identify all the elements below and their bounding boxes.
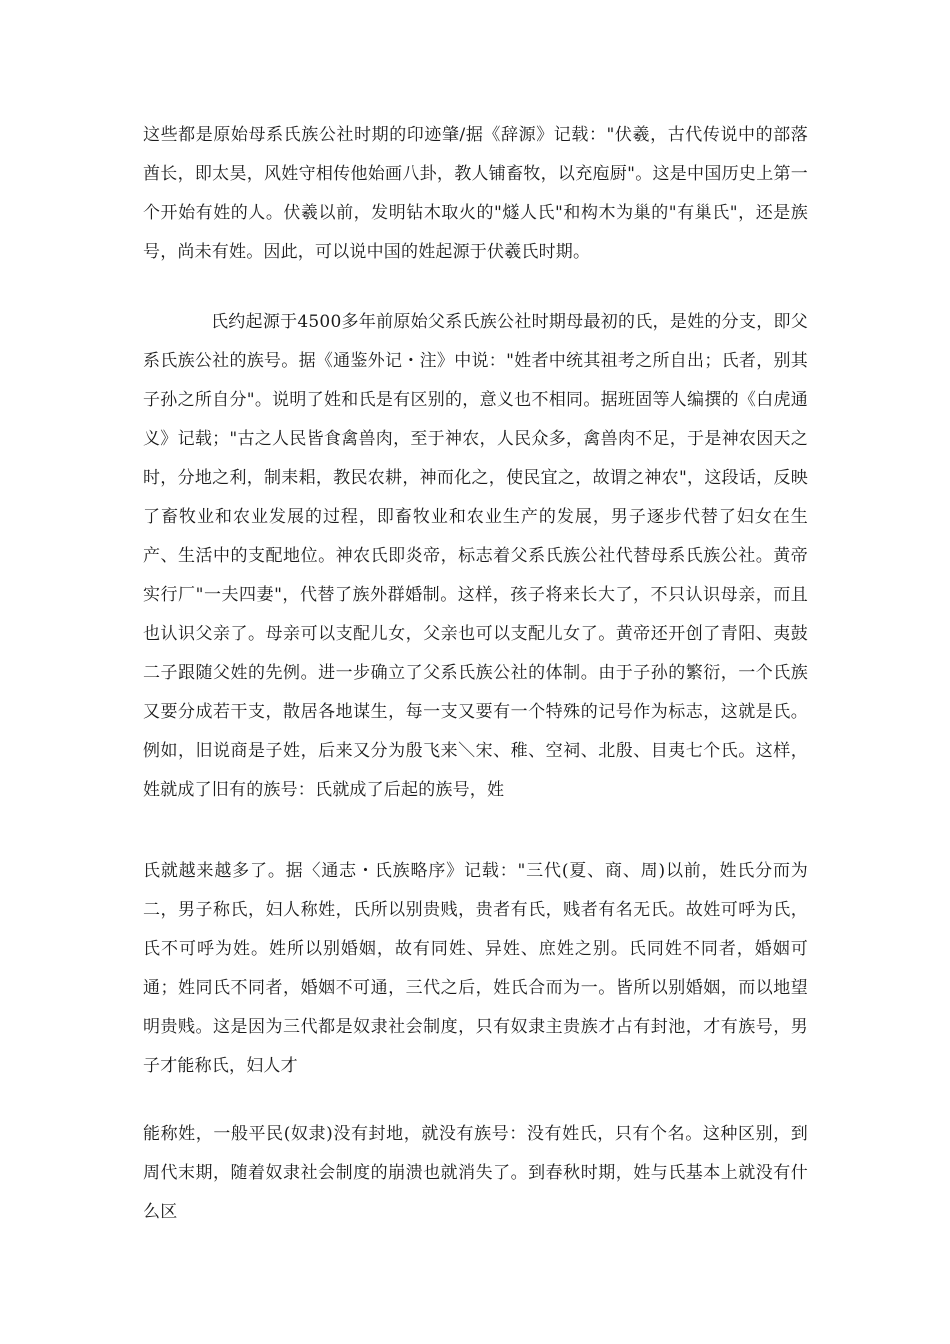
paragraph-commoners: 能称姓，一般平民(奴隶)没有封地，就没有族号：没有姓氏，只有个名。这种区别，到周代末期，随着奴隶社会制度的崩溃也就消失了。到春秋时期，姓与氏基本上就没有什么区	[143, 1124, 808, 1222]
paragraph-three-dynasties: 氏就越来越多了。据〈通志・氏族略序》记载："三代(夏、商、周)以前，姓氏分而为二，男子称氏，妇人称姓，氏所以别贵贱，贵者有氏，贱者有名无氏。故姓可呼为氏，氏不可呼为姓。姓所以别婚姻，故有同姓、异姓、庶姓之别。氏同姓不同者，婚姻可通；姓同氏不同者，婚姻不可通，三代之后，姓氏合而为一。皆所以别婚姻，而以地望明贵贱。这是因为三代都是奴隶社会制度，只有奴隶主贵族才占有封池，才有族号，男子才能称氏，妇人才	[143, 861, 808, 1076]
paragraph-origin-of-surname: 这些都是原始母系氏族公社时期的印迹肇/据《辞源》记载："伏羲，古代传说中的部落酋长，即太昊，风姓守相传他始画八卦，教人铺畜牧，以充庖厨"。这是中国历史上第一个开始有姓的人。伏羲以前，发明钻木取火的"燧人氏"和构木为巢的"有巢氏"，还是族号，尚未有姓。因此，可以说中国的姓起源于伏羲氏时期。	[143, 125, 808, 262]
paragraph-origin-of-clan-name: 氏约起源于4500多年前原始父系氏族公社时期母最初的氏，是姓的分支，即父系氏族公社的族号。据《通鉴外记・注》中说："姓者中统其祖考之所自出；氏者，别其子孙之所自分"。说明了姓和氏是有区别的，意义也不相同。据班固等人编撰的《白虎通义》记载；"古之人民皆食禽兽肉，至于神农，人民众多，禽兽肉不足，于是神农因天之时，分地之利，制耒耜，教民农耕，神而化之，使民宜之，故谓之神农"，这段话，反映了畜牧业和农业发展的过程，即畜牧业和农业生产的发展，男子逐步代替了妇女在生产、生活中的支配地位。神农氏即炎帝，标志着父系氏族公社代替母系氏族公社。黄帝实行厂"一夫四妻"，代替了族外群婚制。这样，孩子将来长大了，不只认识母亲，而且也认识父亲了。母亲可以支配儿女，父亲也可以支配儿女了。黄帝还开创了青阳、夷鼓二子跟随父姓的先例。进一步确立了父系氏族公社的体制。由于子孙的繁衍，一个氏族又要分成若干支，散居各地谋生，每一支又要有一个特殊的记号作为标志，这就是氏。例如，旧说商是子姓，后来又分为殷飞来＼宋、稚、空祠、北殷、目夷七个氏。这样，姓就成了旧有的族号：氏就成了后起的族号，姓	[143, 312, 808, 800]
